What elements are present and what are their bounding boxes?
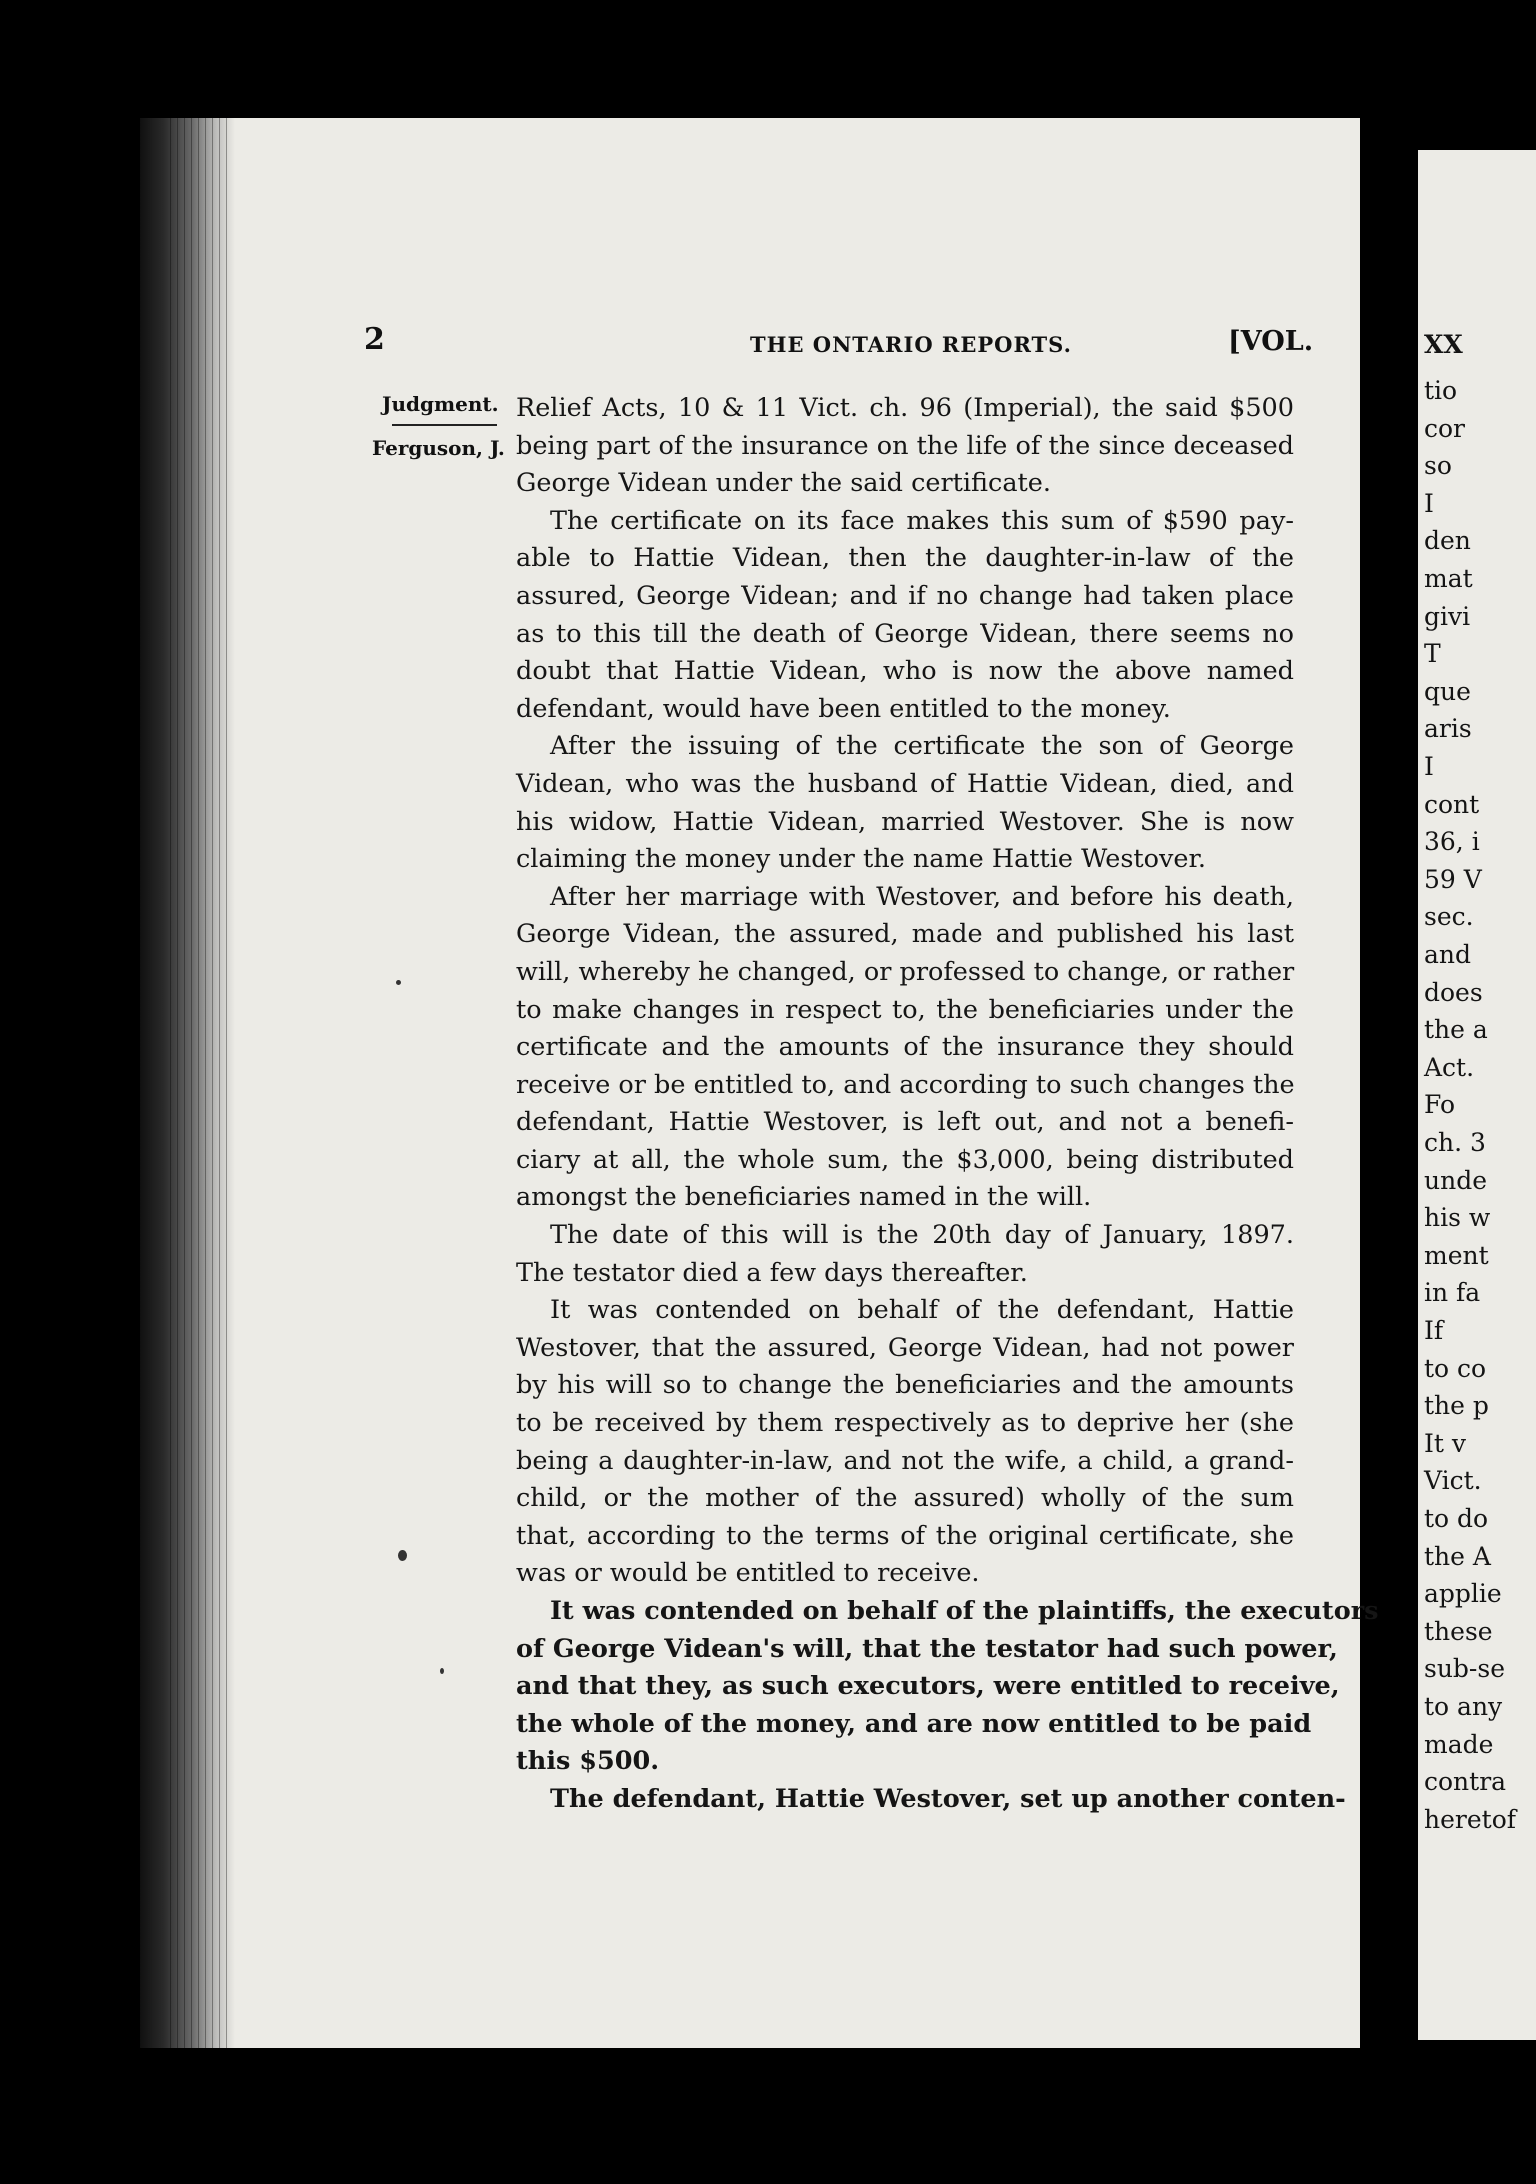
text-line: defendant, Hattie Westover, is left out, and not a benefi- xyxy=(516,1107,1294,1138)
adjacent-page-fragment: givi xyxy=(1424,601,1471,631)
page-edge-lines xyxy=(170,118,230,2048)
text-line: It was contended on behalf of the plaintiffs, the executors xyxy=(550,1596,1379,1626)
text-line: the whole of the money, and are now entitled to be paid xyxy=(516,1708,1312,1739)
adjacent-page-fragment: 36, i xyxy=(1424,827,1480,857)
text-line: being part of the insurance on the life of the since deceased xyxy=(516,430,1294,461)
adjacent-page-fragment: Vict. xyxy=(1424,1466,1482,1496)
page-number: 2 xyxy=(364,322,385,357)
text-line: will, whereby he changed, or professed to change, or rather xyxy=(516,956,1295,987)
adjacent-page-fragment: den xyxy=(1424,526,1471,556)
text-line: Videan, who was the husband of Hattie Videan, died, and xyxy=(516,768,1294,799)
adjacent-page-fragment: cor xyxy=(1424,413,1466,443)
adjacent-page-fragment: applie xyxy=(1424,1579,1502,1609)
adjacent-page-fragment: cont xyxy=(1424,789,1480,819)
adjacent-page-fragment: the A xyxy=(1424,1541,1491,1571)
text-line: his widow, Hattie Videan, married Westover. She is now xyxy=(516,806,1294,837)
text-line: The date of this will is the 20th day of January, 1897. xyxy=(550,1220,1294,1251)
adjacent-page-fragment: heretof xyxy=(1424,1804,1516,1834)
body-text xyxy=(516,390,1379,1819)
text-line: this $500. xyxy=(516,1746,660,1777)
text-line: to make changes in respect to, the beneficiaries under the xyxy=(516,994,1294,1025)
adjacent-page-fragment: I xyxy=(1424,752,1434,781)
text-line: that, according to the terms of the original certificate, she xyxy=(516,1520,1294,1551)
text-line: to be received by them respectively as to deprive her (she xyxy=(516,1408,1294,1439)
adjacent-page-fragment: If xyxy=(1424,1316,1444,1345)
adjacent-page-fragment: to do xyxy=(1424,1504,1489,1533)
adjacent-page-fragment: I xyxy=(1424,488,1434,518)
adjacent-page-fragment: made xyxy=(1424,1729,1494,1759)
text-line: George Videan under the said certificate. xyxy=(516,468,1051,499)
ink-speck xyxy=(440,1668,444,1674)
text-line: being a daughter-in-law, and not the wife, a child, a grand- xyxy=(516,1445,1294,1476)
adjacent-page-fragment: aris xyxy=(1424,714,1472,744)
adjacent-page-fragment: mat xyxy=(1424,564,1473,593)
text-line: by his will so to change the beneficiaries and the amounts xyxy=(516,1370,1294,1401)
text-line: Relief Acts, 10 & 11 Vict. ch. 96 (Imperial), the said $500 xyxy=(516,393,1294,423)
adjacent-page-fragment: ment xyxy=(1424,1240,1489,1270)
adjacent-page-fragment: tio xyxy=(1424,376,1458,405)
adjacent-page-fragment: to co xyxy=(1424,1353,1487,1383)
text-line: claiming the money under the name Hattie Westover. xyxy=(516,844,1207,875)
text-line: child, or the mother of the assured) wholly of the sum xyxy=(516,1483,1294,1514)
text-line: assured, George Videan; and if no change had taken place xyxy=(516,580,1294,611)
adjacent-page-fragment: in fa xyxy=(1424,1278,1481,1308)
text-line: amongst the beneficiaries named in the will. xyxy=(516,1182,1092,1213)
text-line: The defendant, Hattie Westover, set up another conten- xyxy=(550,1783,1346,1814)
text-line: and that they, as such executors, were entitled to receive, xyxy=(516,1671,1340,1702)
adjacent-page-strip xyxy=(1418,150,1536,2040)
adjacent-page-fragment: and xyxy=(1424,940,1472,969)
text-line: Westover, that the assured, George Videan, had not power xyxy=(516,1332,1294,1363)
adjacent-page-fragment: the p xyxy=(1424,1391,1489,1421)
adjacent-page-fragment: unde xyxy=(1424,1165,1488,1195)
text-line: After her marriage with Westover, and before his death, xyxy=(550,881,1294,912)
adjacent-page-fragment: ch. 3 xyxy=(1424,1128,1486,1157)
adjacent-page-fragment: T xyxy=(1424,639,1441,669)
adjacent-page-fragment: XX xyxy=(1424,330,1463,359)
text-line: The certificate on its face makes this sum of $590 pay- xyxy=(550,505,1294,536)
text-line: able to Hattie Videan, then the daughter-in-law of the xyxy=(516,543,1294,574)
volume-label: [VOL. xyxy=(1228,326,1314,357)
text-line: certificate and the amounts of the insurance they should xyxy=(516,1032,1294,1063)
margin-rule xyxy=(392,424,497,426)
text-line: receive or be entitled to, and according to such changes the xyxy=(516,1069,1295,1100)
adjacent-page-fragment: his w xyxy=(1424,1203,1491,1233)
text-line: of George Videan's will, that the testator had such power, xyxy=(516,1633,1338,1664)
text-line: was or would be entitled to receive. xyxy=(516,1558,980,1589)
ink-speck xyxy=(396,980,401,985)
adjacent-page-fragment: 59 V xyxy=(1424,864,1482,894)
margin-label-judgment: Judgment. xyxy=(382,392,499,416)
adjacent-page-fragment: sub-se xyxy=(1424,1654,1506,1684)
adjacent-page-fragment: Act. xyxy=(1424,1052,1475,1082)
adjacent-page-fragment: sec. xyxy=(1424,902,1474,932)
text-line: ciary at all, the whole sum, the $3,000, being distributed xyxy=(516,1144,1294,1175)
text-line: After the issuing of the certificate the son of George xyxy=(550,731,1294,762)
adjacent-page-fragment: the a xyxy=(1424,1015,1488,1045)
text-line: It was contended on behalf of the defendant, Hattie xyxy=(550,1295,1294,1326)
margin-label-judge: Ferguson, J. xyxy=(372,436,505,460)
adjacent-page-fragment: these xyxy=(1424,1616,1493,1646)
text-line: George Videan, the assured, made and published his last xyxy=(516,919,1294,950)
adjacent-page-fragment: It v xyxy=(1424,1428,1466,1458)
text-line: as to this till the death of George Videan, there seems no xyxy=(516,618,1294,649)
running-title: THE ONTARIO REPORTS. xyxy=(750,332,1072,357)
text-line: defendant, would have been entitled to the money. xyxy=(516,693,1171,724)
text-line: doubt that Hattie Videan, who is now the above named xyxy=(516,656,1294,687)
adjacent-page-fragment: que xyxy=(1424,676,1471,706)
adjacent-page-fragment: does xyxy=(1424,977,1483,1007)
adjacent-page-fragment: Fo xyxy=(1424,1090,1456,1120)
adjacent-page-fragment: to any xyxy=(1424,1692,1503,1721)
adjacent-page-fragment: so xyxy=(1424,451,1452,481)
ink-speck xyxy=(398,1550,407,1561)
adjacent-page-fragment: contra xyxy=(1424,1767,1507,1797)
text-line: The testator died a few days thereafter. xyxy=(516,1257,1028,1288)
